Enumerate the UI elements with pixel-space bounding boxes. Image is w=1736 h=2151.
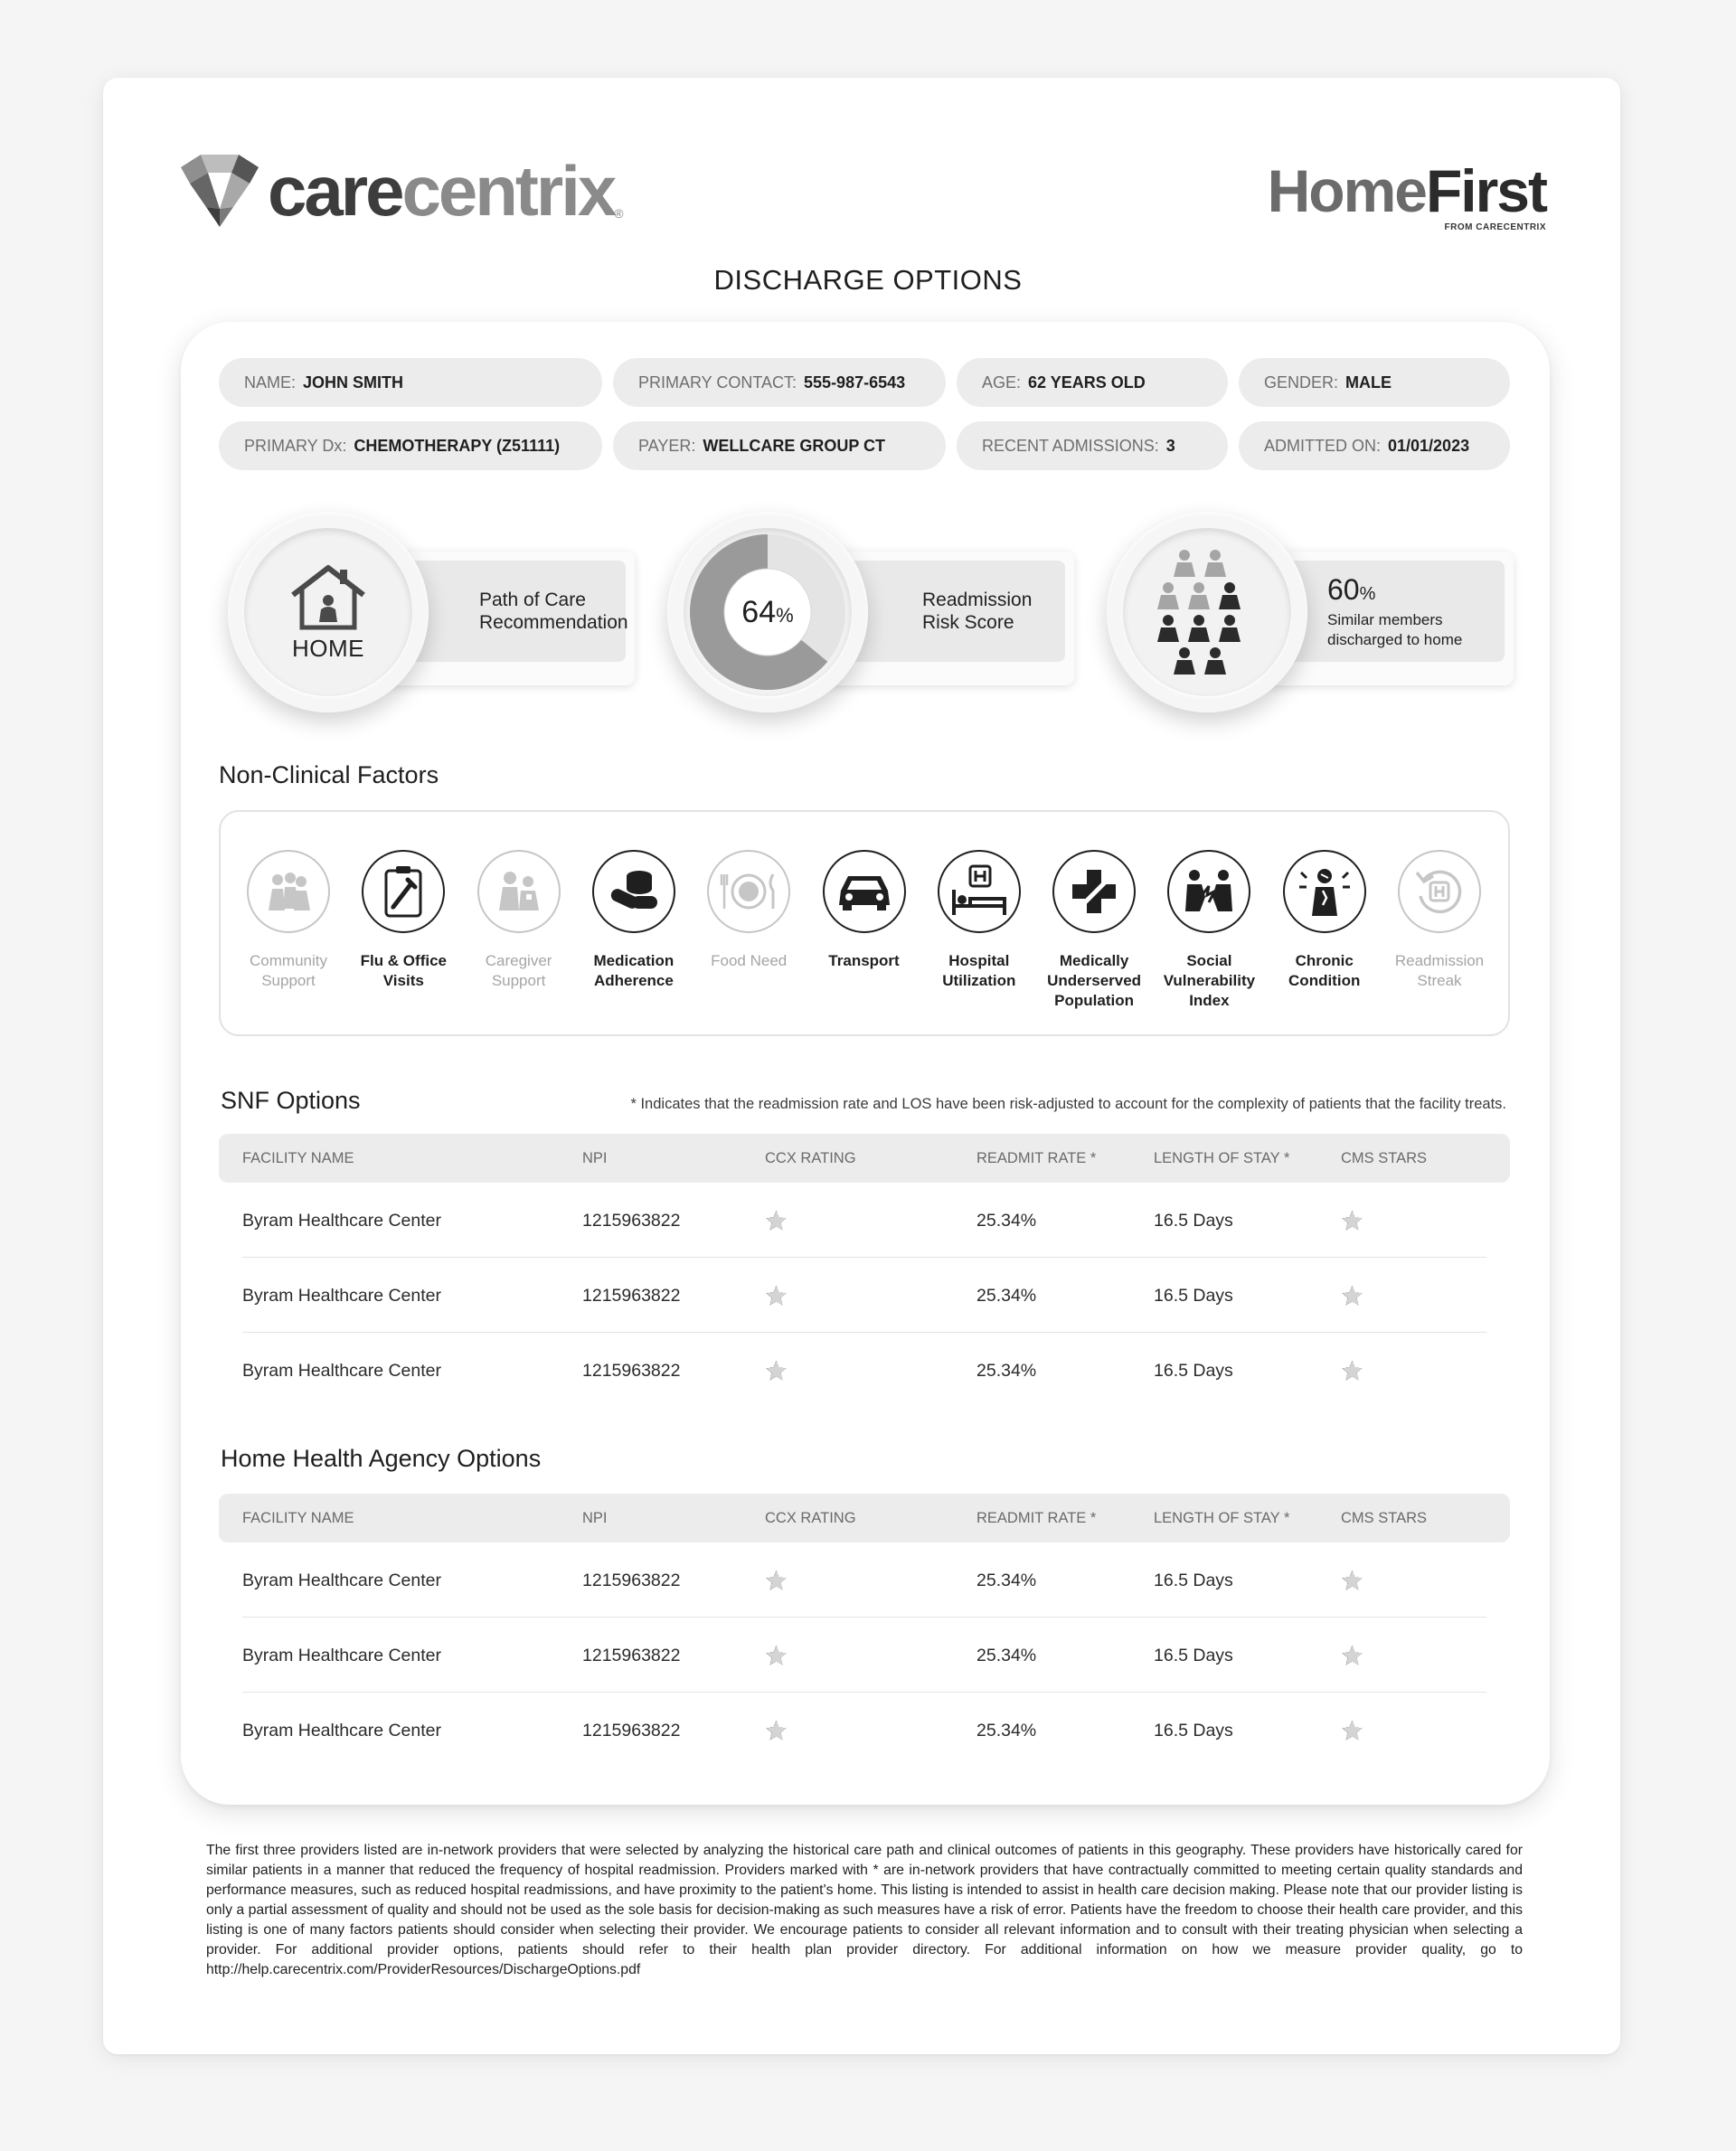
factor-item	[1151, 850, 1267, 1011]
carecentrix-logo	[181, 150, 624, 231]
patient-gender-value: MALE	[1345, 373, 1392, 392]
patient-age-value: 62 YEARS OLD	[1028, 373, 1146, 392]
hospital-bed-icon	[938, 850, 1021, 933]
factor-label-line: Flu & Office	[360, 952, 447, 969]
hha-col-ccx: CCX RATING	[765, 1509, 856, 1526]
length-of-stay: 16.5 Days	[1154, 1210, 1233, 1231]
plate-icon	[707, 850, 790, 933]
syringe-icon	[362, 850, 445, 933]
factor-label-line: Population	[1054, 992, 1134, 1009]
brand-from: FROM CARECENTRIX	[1444, 222, 1546, 232]
brand-home: Home	[1267, 157, 1426, 224]
facility-name: Byram Healthcare Center	[242, 1360, 442, 1381]
patient-admitted-pill	[1239, 421, 1510, 470]
people-grid-icon	[1148, 544, 1266, 680]
patient-dx-pill	[219, 421, 602, 470]
home-icon	[288, 562, 369, 631]
homefirst-logo	[1267, 157, 1546, 232]
medical-cross-icon	[1052, 850, 1136, 933]
snf-col-los: LENGTH OF STAY *	[1154, 1149, 1290, 1166]
patient-admissions-pill	[957, 421, 1228, 470]
readmission-icon	[1398, 850, 1481, 933]
hha-col-name: FACILITY NAME	[242, 1509, 354, 1526]
table-row[interactable]	[219, 1618, 1510, 1693]
hha-col-los: LENGTH OF STAY *	[1154, 1509, 1290, 1526]
factor-label	[231, 951, 346, 991]
similar-line1: Similar members	[1327, 610, 1443, 628]
factor-label	[807, 951, 922, 971]
table-row[interactable]	[219, 1334, 1510, 1408]
carecentrix-mark-icon	[181, 155, 259, 227]
readmit-rate: 25.34%	[976, 1360, 1037, 1381]
patient-name-pill	[219, 358, 602, 407]
similar-members-widget	[1096, 506, 1521, 741]
factor-label	[1036, 951, 1152, 1011]
brand-care: care	[268, 151, 402, 231]
patient-name-label: NAME:	[244, 373, 297, 392]
factor-label-line: Adherence	[593, 972, 674, 989]
factor-label	[691, 951, 807, 971]
star-empty-icon	[1341, 1259, 1363, 1333]
star-empty-icon	[765, 1693, 788, 1768]
page-title: DISCHARGE OPTIONS	[713, 264, 1023, 296]
patient-dx-label: PRIMARY Dx:	[244, 436, 347, 455]
factor-label	[921, 951, 1037, 991]
patient-name-value: JOHN SMITH	[303, 373, 404, 392]
readmit-rate: 25.34%	[976, 1720, 1037, 1741]
factor-label	[461, 951, 577, 991]
factor-item	[1267, 850, 1382, 991]
hha-col-cms: CMS STARS	[1341, 1509, 1428, 1526]
length-of-stay: 16.5 Days	[1154, 1360, 1233, 1381]
brand-centrix: centrix	[401, 151, 615, 231]
factor-label-line: Chronic	[1295, 952, 1354, 969]
factor-label-line: Readmission	[1394, 952, 1485, 969]
facility-name: Byram Healthcare Center	[242, 1285, 442, 1306]
readmit-rate: 25.34%	[976, 1285, 1037, 1306]
risk-value: 64	[741, 594, 777, 629]
path-of-care-line2: Recommendation	[479, 612, 628, 633]
snf-col-readmit: READMIT RATE *	[976, 1149, 1097, 1166]
patient-contact-label: PRIMARY CONTACT:	[638, 373, 797, 392]
factor-label	[1151, 951, 1267, 1011]
factor-label-line: Hospital	[948, 952, 1010, 969]
snf-heading: SNF Options	[221, 1087, 361, 1114]
star-empty-icon	[1341, 1693, 1363, 1768]
readmission-risk-widget	[656, 506, 1081, 741]
path-of-care-value: HOME	[292, 634, 364, 662]
snf-col-ccx: CCX RATING	[765, 1149, 856, 1166]
factor-label-line: Underserved	[1047, 972, 1142, 989]
patient-contact-pill	[613, 358, 946, 407]
patient-age-pill	[957, 358, 1228, 407]
patient-gender-pill	[1239, 358, 1510, 407]
readmit-rate: 25.34%	[976, 1570, 1037, 1590]
caregiver-icon	[477, 850, 561, 933]
star-empty-icon	[1341, 1543, 1363, 1618]
risk-line2: Risk Score	[922, 612, 1014, 633]
facility-name: Byram Healthcare Center	[242, 1645, 442, 1665]
factor-label-line: Condition	[1288, 972, 1361, 989]
factor-label	[1382, 951, 1497, 991]
snf-col-name: FACILITY NAME	[242, 1149, 354, 1166]
patient-admissions-label: RECENT ADMISSIONS:	[982, 436, 1159, 455]
hha-table-header	[219, 1494, 1510, 1542]
star-empty-icon	[765, 1334, 788, 1408]
chronic-icon	[1283, 850, 1366, 933]
risk-unit: %	[776, 603, 794, 627]
patient-payer-value: WELLCARE GROUP CT	[703, 436, 886, 455]
disclaimer: The first three providers listed are in-network providers that were selected by analyzing the historical care path and clinical outcomes of patients in this geography. These providers have historically cared for similar patients in a manner that reduced the frequency of hospital readmission. Providers marked with * are in-network providers that have contractually committed to meeting certain quality standards and performance measures, such as reduced hospital readmissions, and have proximity to the patient's home. This listing is intended to assist in health care decision making. Please note that our provider listing is only a partial assessment of quality and should not be used as the sole basis for decision-making as such measures have a risk of error. Patients have the freedom to choose their health care provider, and this listing is one of many factors patients should consider when selecting their provider. We encourage patients to consider all relevant information and to consult with their treating physician when selecting a provider. For additional provider options, patients should refer to their health plan provider directory. For additional information on how we measure provider quality, go to http://help.carecentrix.com/ProviderResources/DischargeOptions.pdf	[206, 1843, 1523, 1977]
similar-value: 60	[1327, 572, 1360, 606]
length-of-stay: 16.5 Days	[1154, 1285, 1233, 1306]
factor-item	[1382, 850, 1497, 991]
patient-payer-label: PAYER:	[638, 436, 696, 455]
patient-age-label: AGE:	[982, 373, 1022, 392]
factor-label-line: Food Need	[711, 952, 788, 969]
social-icon	[1167, 850, 1250, 933]
factor-item	[576, 850, 692, 991]
risk-line1: Readmission	[922, 590, 1033, 610]
factor-label-line: Social	[1186, 952, 1232, 969]
facility-npi: 1215963822	[582, 1360, 681, 1381]
patient-contact-value: 555-987-6543	[804, 373, 906, 392]
path-of-care-line1: Path of Care	[479, 590, 586, 610]
factor-item	[345, 850, 461, 991]
facility-npi: 1215963822	[582, 1570, 681, 1590]
table-row[interactable]	[219, 1259, 1510, 1333]
facility-npi: 1215963822	[582, 1720, 681, 1741]
factor-item	[1036, 850, 1152, 1011]
similar-value-wrap	[1327, 573, 1505, 610]
hha-heading: Home Health Agency Options	[221, 1445, 542, 1472]
factor-item	[921, 850, 1037, 991]
factor-label-line: Index	[1189, 992, 1230, 1009]
patient-admitted-label: ADMITTED ON:	[1264, 436, 1381, 455]
factor-label-line: Vulnerability	[1163, 972, 1256, 989]
star-empty-icon	[765, 1259, 788, 1333]
facility-npi: 1215963822	[582, 1210, 681, 1231]
table-row[interactable]	[219, 1693, 1510, 1768]
readmit-rate: 25.34%	[976, 1210, 1037, 1231]
star-empty-icon	[765, 1543, 788, 1618]
patient-admissions-value: 3	[1165, 436, 1175, 455]
similar-unit: %	[1359, 583, 1376, 604]
registered-mark: ®	[614, 206, 624, 221]
factor-item	[691, 850, 807, 971]
star-empty-icon	[1341, 1334, 1363, 1408]
snf-col-npi: NPI	[582, 1149, 608, 1166]
community-icon	[247, 850, 330, 933]
car-icon	[823, 850, 906, 933]
star-empty-icon	[765, 1184, 788, 1258]
hha-col-readmit: READMIT RATE *	[976, 1509, 1097, 1526]
factor-label-line: Support	[261, 972, 316, 989]
facility-npi: 1215963822	[582, 1285, 681, 1306]
patient-payer-pill	[613, 421, 946, 470]
factor-label-line: Visits	[382, 972, 424, 989]
factor-label	[345, 951, 461, 991]
star-empty-icon	[765, 1618, 788, 1693]
patient-dx-value: CHEMOTHERAPY (Z51111)	[354, 436, 561, 455]
similar-line2: discharged to home	[1327, 630, 1463, 648]
pills-icon	[592, 850, 675, 933]
facility-name: Byram Healthcare Center	[242, 1210, 442, 1231]
path-of-care-widget	[217, 506, 642, 741]
star-empty-icon	[1341, 1184, 1363, 1258]
factor-label-line: Streak	[1417, 972, 1462, 989]
facility-name: Byram Healthcare Center	[242, 1720, 442, 1741]
risk-adjusted-note: * Indicates that the readmission rate and LOS have been risk-adjusted to account for the complexity of patients that the facility treats.	[630, 1096, 1506, 1112]
factor-item	[807, 850, 922, 971]
length-of-stay: 16.5 Days	[1154, 1720, 1233, 1741]
risk-value-wrap	[741, 595, 793, 630]
length-of-stay: 16.5 Days	[1154, 1645, 1233, 1665]
star-empty-icon	[1341, 1618, 1363, 1693]
snf-col-cms: CMS STARS	[1341, 1149, 1428, 1166]
table-row[interactable]	[219, 1543, 1510, 1618]
snf-table-header	[219, 1134, 1510, 1183]
factor-label-line: Community	[250, 952, 327, 969]
brand-first: First	[1425, 157, 1546, 224]
nonclinical-heading: Non-Clinical Factors	[219, 761, 439, 788]
factor-label-line: Caregiver	[485, 952, 552, 969]
hha-col-npi: NPI	[582, 1509, 608, 1526]
factor-label-line: Medically	[1059, 952, 1129, 969]
readmit-rate: 25.34%	[976, 1645, 1037, 1665]
factor-label-line: Utilization	[942, 972, 1016, 989]
factor-label-line: Medication	[593, 952, 675, 969]
facility-name: Byram Healthcare Center	[242, 1570, 442, 1590]
factor-label	[1267, 951, 1382, 991]
factor-label-line: Support	[491, 972, 546, 989]
factor-label	[576, 951, 692, 991]
factor-item	[231, 850, 346, 991]
facility-npi: 1215963822	[582, 1645, 681, 1665]
patient-admitted-value: 01/01/2023	[1388, 436, 1470, 455]
patient-gender-label: GENDER:	[1264, 373, 1339, 392]
table-row[interactable]	[219, 1184, 1510, 1258]
factor-item	[461, 850, 577, 991]
factor-label-line: Transport	[828, 952, 900, 969]
length-of-stay: 16.5 Days	[1154, 1570, 1233, 1590]
